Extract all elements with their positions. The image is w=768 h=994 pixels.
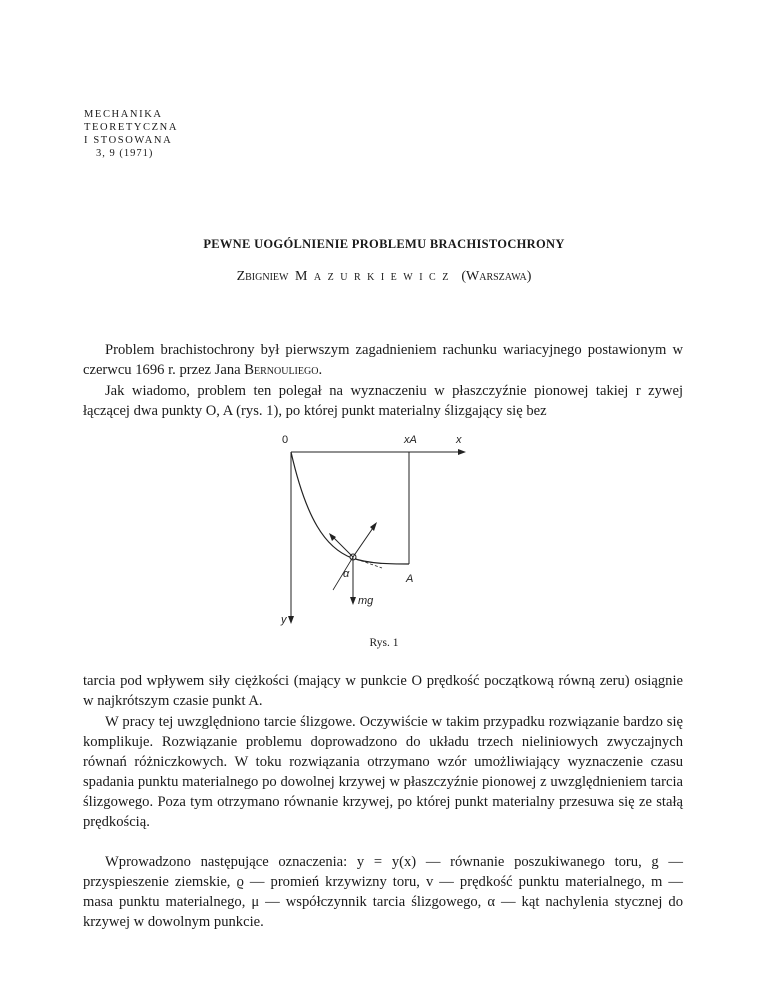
figure-diagram — [270, 440, 490, 635]
figure-caption: Rys. 1 — [369, 637, 399, 649]
author-first-name: Zbigniew — [236, 269, 289, 284]
paragraph-intro-end: . — [318, 362, 323, 378]
journal-issue: 3, 9 (1971) — [96, 148, 154, 159]
label-xa: xA — [404, 434, 417, 446]
paragraph-intro-text: Problem brachistochrony był pierwszym zagadnieniem rachunku wariacyjnego postawionym w czerwcu 1696 r. przez Jana — [83, 342, 683, 378]
paragraph-intro — [83, 340, 683, 380]
label-origin: 0 — [282, 434, 289, 446]
article-author — [0, 269, 768, 285]
paragraph-notation: Wprowadzono następujące oznaczenia: y = y(x) — równanie poszukiwanego toru, g — przyspieszenie ziemskie, ϱ — promień krzywizny toru, v — prędkość punktu materialnego, m — masa punktu materialnego, μ — współczynnik tarcia ślizgowego, α — kąt nachylenia stycznej do krzywej w dowolnym punkcie. — [83, 854, 683, 930]
paragraph-friction: W pracy tej uwzględniono tarcie ślizgowe. Oczywiście w takim przypadku rozwiązanie bardzo się komplikuje. Rozwiązanie problemu doprowadzono do układu trzech nieliniowych zwyczajnych równań różniczkowych. W toku rozwiązania otrzymano wzór umożliwiający wyznaczenie czasu spadania punktu materialnego po dowolnej krzywej w płaszczyźnie pionowej z uwzględnieniem tarcia ślizgowego. Poza tym otrzymano równanie krzywej, po której punkt materialny przesuwa się ze stałą prędkością. — [83, 714, 683, 830]
journal-name-line1: MECHANIKA — [84, 109, 163, 120]
bernoulli-name: Bernouliego — [244, 362, 319, 378]
journal-header — [84, 108, 178, 160]
label-a: A — [406, 573, 414, 585]
label-y: y — [281, 614, 287, 626]
label-alpha: α — [343, 568, 350, 580]
author-last-name: Mazurkiewicz — [294, 269, 455, 284]
label-mg: mg — [358, 595, 374, 607]
label-x: x — [456, 434, 462, 446]
author-affiliation: (Warszawa) — [461, 269, 532, 284]
article-title: PEWNE UOGÓLNIENIE PROBLEMU BRACHISTOCHRONY — [203, 237, 565, 251]
journal-name-line3: I STOSOWANA — [84, 135, 173, 146]
paragraph-continuation: tarcia pod wpływem siły ciężkości (mający w punkcie O prędkość początkową równą zeru) osiągnie w najkrótszym czasie punkt A. — [83, 673, 683, 709]
paragraph-problem: Jak wiadomo, problem ten polegał na wyznaczeniu w płaszczyźnie pionowej takiej r zywej łączącej dwa punkty O, A (rys. 1), po której punkt materialny ślizgający się bez — [83, 383, 683, 419]
journal-name-line2: TEORETYCZNA — [84, 122, 179, 133]
figure-brachistochrone — [270, 434, 490, 635]
